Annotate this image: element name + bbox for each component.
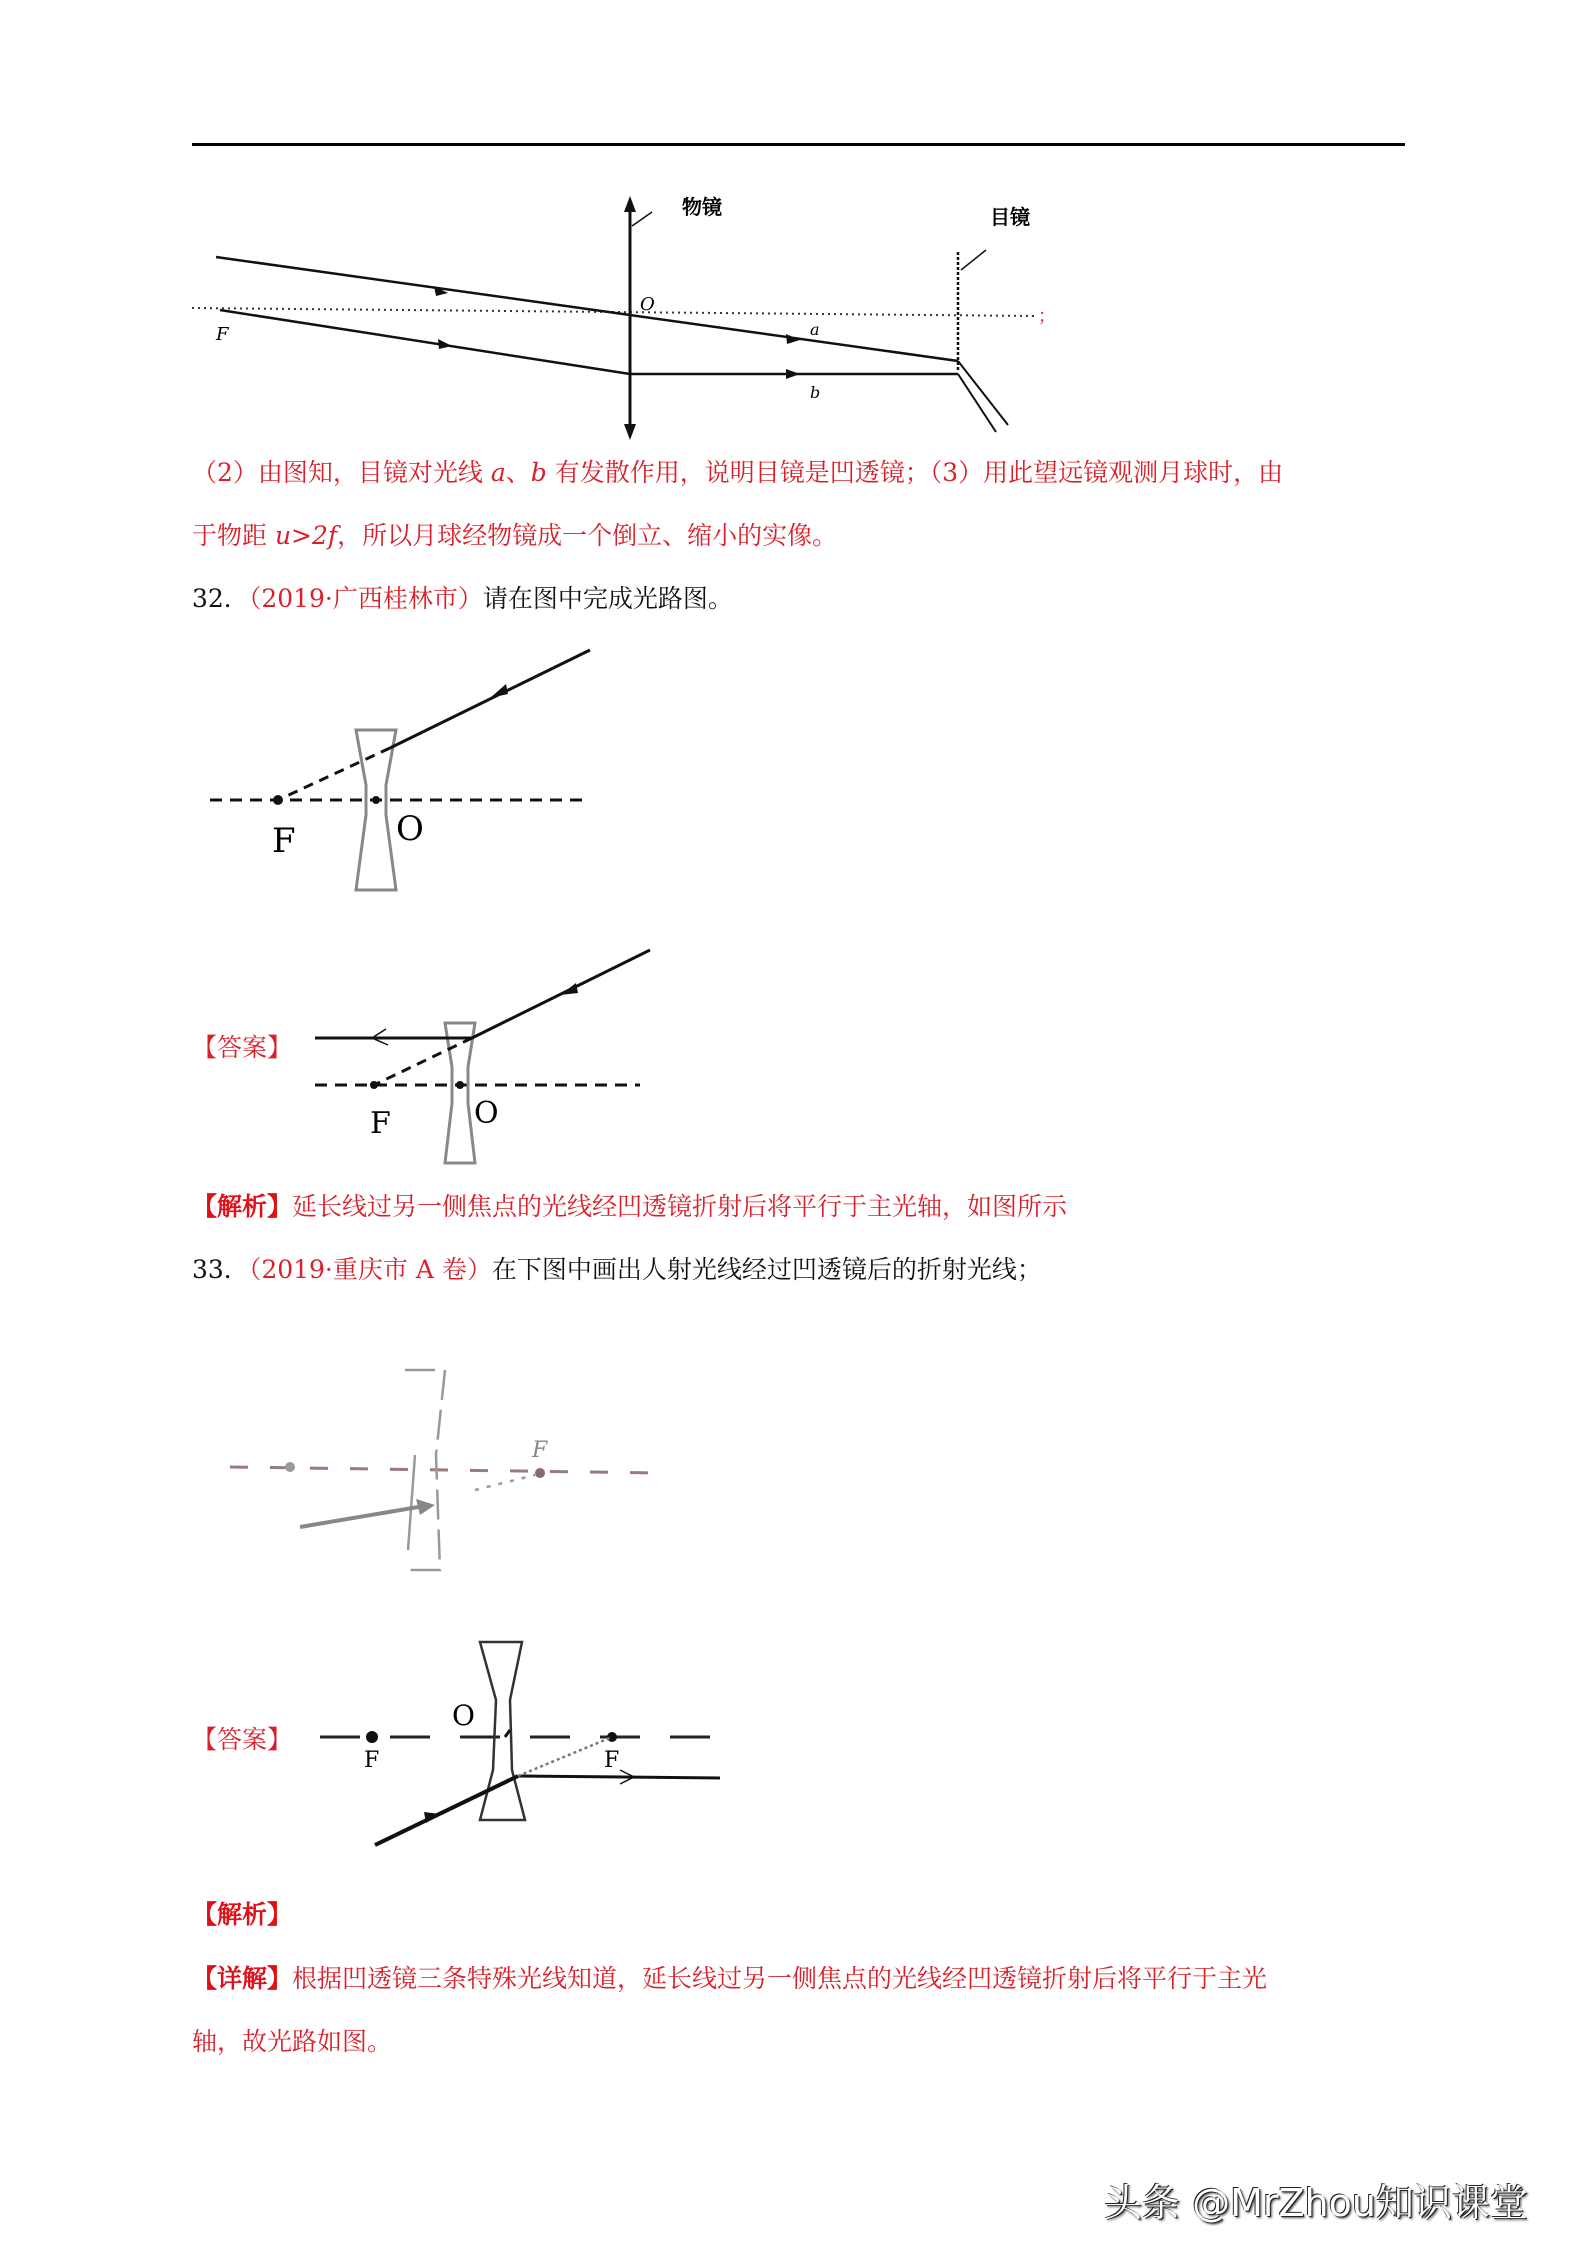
q33-answer-tag: 【答案】	[192, 1725, 293, 1754]
label-b: b	[810, 383, 821, 402]
q32-answer-label-F: F	[370, 1106, 391, 1141]
q33-title: 33．（2019·重庆市 A 卷）在下图中画出人射光线经过凹透镜后的折射光线；	[192, 1255, 1042, 1284]
eyepiece-label: 目镜	[990, 205, 1030, 229]
q32-answer-tag: 【答案】	[192, 1033, 293, 1062]
q32-answer-figure	[310, 945, 660, 1170]
watermark: 头条 @MrZhou知识课堂	[1104, 2181, 1528, 2225]
q33-analysis-tag: 【解析】	[192, 1900, 293, 1929]
label-a: a	[810, 320, 820, 339]
q33-detail-line-2: 轴，故光路如图。	[192, 2027, 393, 2056]
telescope-ray-diagram	[190, 180, 1070, 450]
q31-answer-line-2: 于物距 u>2f，所以月球经物镜成一个倒立、缩小的实像。	[192, 521, 838, 550]
q32-label-F: F	[272, 821, 296, 861]
q33-answer-label-F-left: F	[364, 1748, 380, 1773]
q33-answer-figure	[300, 1640, 740, 1870]
label-O: O	[640, 294, 655, 315]
q33-detail-line-1: 【详解】根据凹透镜三条特殊光线知道，延长线过另一侧焦点的光线经凹透镜折射后将平行于主光	[192, 1964, 1268, 1993]
q32-answer-label-O: O	[474, 1096, 499, 1131]
q33-answer-label-O: O	[452, 1699, 475, 1732]
q33-question-figure	[230, 1355, 680, 1585]
trailing-semicolon: ；	[1038, 306, 1056, 327]
objective-label: 物镜	[682, 195, 722, 219]
q32-title: 32．（2019·广西桂林市）请在图中完成光路图。	[192, 584, 733, 613]
q32-label-O: O	[396, 809, 424, 849]
q32-analysis: 【解析】延长线过另一侧焦点的光线经凹透镜折射后将平行于主光轴，如图所示	[192, 1192, 1068, 1221]
q32-question-figure	[200, 640, 620, 900]
header-rule	[192, 143, 1405, 146]
q33-answer-label-F-right: F	[604, 1748, 620, 1773]
label-F: F	[216, 324, 229, 345]
q33-label-F: F	[532, 1438, 548, 1463]
q31-answer-line-1: （2）由图知，目镜对光线 a、b 有发散作用，说明目镜是凹透镜；（3）用此望远镜观测月球时，由	[192, 458, 1284, 487]
